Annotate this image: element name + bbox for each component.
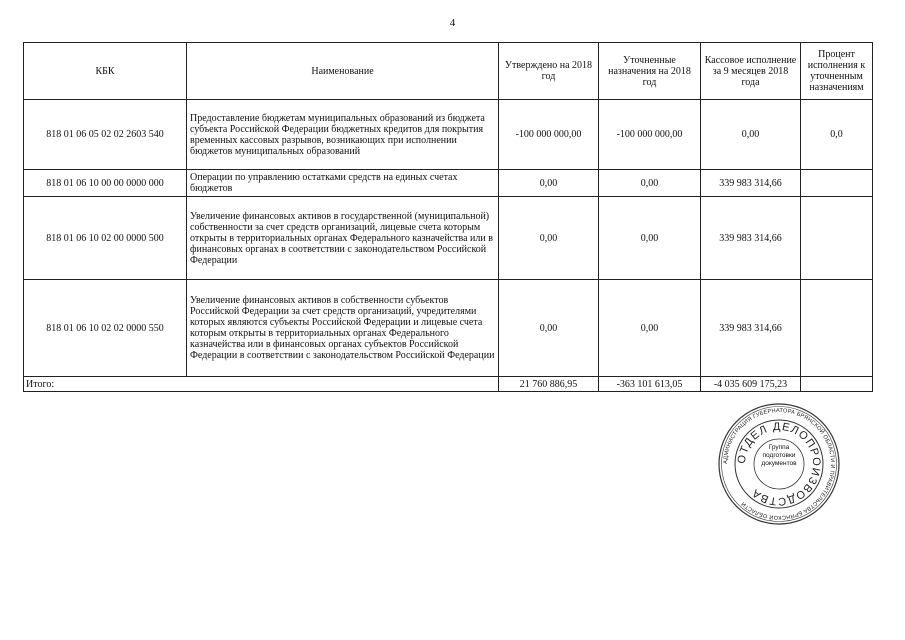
row-kbk: 818 01 06 10 02 00 0000 500 [24,197,187,280]
header-row [24,43,873,100]
header-refined: Уточненные назначения на 2018 год [599,43,701,100]
total-percent [801,377,873,392]
total-cash: -4 035 609 175,23 [701,377,801,392]
total-refined: -363 101 613,05 [599,377,701,392]
row-kbk: 818 01 06 10 00 00 0000 000 [24,170,187,197]
header-kbk: КБК [24,43,187,100]
row-refined: -100 000 000,00 [599,100,701,170]
row-refined: 0,00 [599,197,701,280]
row-cash: 339 983 314,66 [701,170,801,197]
header-approved: Утверждено на 2018 год [499,43,599,100]
row-approved: 0,00 [499,280,599,377]
row-kbk: 818 01 06 05 02 02 2603 540 [24,100,187,170]
row-name: Предоставление бюджетам муниципальных образований из бюджета субъекта Российской Федерации бюджетных кредитов для покрытия временных кассовых разрывов, возникающих при исполнении бюджетов муниципальных образований [187,100,499,170]
row-percent [801,197,873,280]
row-percent [801,170,873,197]
header-cash: Кассовое исполнение за 9 месяцев 2018 года [701,43,801,100]
total-approved: 21 760 886,95 [499,377,599,392]
row-percent: 0,0 [801,100,873,170]
row-refined: 0,00 [599,170,701,197]
row-refined: 0,00 [599,280,701,377]
svg-text:ОТДЕЛ ДЕЛОПРОИЗВОДСТВА: ОТДЕЛ ДЕЛОПРОИЗВОДСТВА [735,420,823,508]
table-row [24,197,873,280]
total-label: Итого: [24,377,499,392]
report-table [23,42,873,392]
office-stamp [717,402,841,526]
table-row [24,280,873,377]
row-approved: -100 000 000,00 [499,100,599,170]
stamp-center-text: Группа подготовки документов [761,444,797,467]
row-cash: 0,00 [701,100,801,170]
table-row [24,100,873,170]
header-name: Наименование [187,43,499,100]
row-name: Операции по управлению остатками средств на единых счетах бюджетов [187,170,499,197]
table-row [24,170,873,197]
row-cash: 339 983 314,66 [701,197,801,280]
row-kbk: 818 01 06 10 02 02 0000 550 [24,280,187,377]
total-row [24,377,873,392]
row-cash: 339 983 314,66 [701,280,801,377]
row-name: Увеличение финансовых активов в государственной (муниципальной) собственности за счет средств организаций, лицевые счета которым открыты в территориальных органах Федерального казначейства или в финансовых органах в соответствии с законодательством Российской Федерации [187,197,499,280]
row-name: Увеличение финансовых активов в собственности субъектов Российской Федерации за счет средств организаций, учредителями которых являются субъекты Российской Федерации и лицевые счета которым открыты в территориальных органах Федерального казначейства или в финансовых органах субъектов Российской Федерации в соответствии с законодательством Российской Федерации [187,280,499,377]
row-approved: 0,00 [499,170,599,197]
row-percent [801,280,873,377]
svg-text:АДМИНИСТРАЦИЯ ГУБЕРНАТОРА БРЯН: АДМИНИСТРАЦИЯ ГУБЕРНАТОРА БРЯНСКОЙ ОБЛАСТИ И ПРАВИТЕЛЬСТВА БРЯНСКОЙ ОБЛАСТИ [722,407,836,521]
page-number: 4 [449,17,456,29]
row-approved: 0,00 [499,197,599,280]
header-percent: Процент исполнения к уточненным назначениям [801,43,873,100]
